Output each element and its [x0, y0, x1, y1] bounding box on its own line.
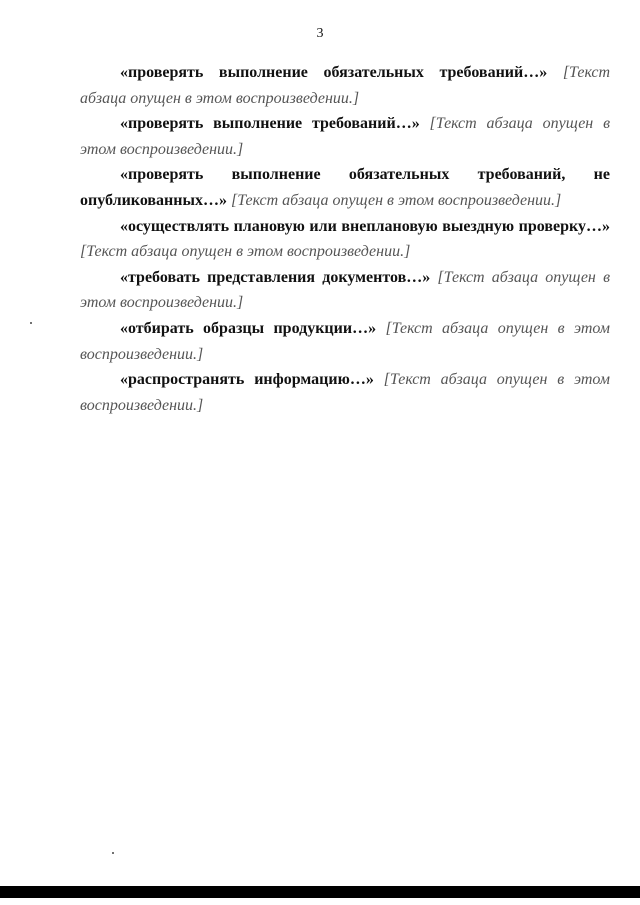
paragraph-placeholder: [Текст абзаца опущен в этом воспроизведении.]	[80, 115, 611, 158]
paragraph-reference: «отбирать образцы продукции…»	[120, 319, 377, 337]
paragraph-placeholder: [Текст абзаца опущен в этом воспроизведении.]	[230, 191, 562, 209]
scan-speck	[30, 322, 32, 324]
paragraph-placeholder: [Текст абзаца опущен в этом воспроизведении.]	[80, 64, 610, 107]
scan-bottom-edge	[0, 886, 640, 898]
paragraph	[80, 367, 610, 418]
paragraph	[80, 162, 610, 213]
paragraph-reference: «проверять выполнение требований…»	[120, 115, 420, 133]
paragraph-reference: «проверять выполнение обязательных требований, не опубликованных…»	[80, 166, 610, 209]
scan-speck	[112, 852, 114, 854]
paragraph-reference: «проверять выполнение обязательных требований…»	[120, 64, 548, 81]
paragraph-placeholder: [Текст абзаца опущен в этом воспроизведении.]	[80, 268, 611, 312]
paragraph-placeholder: [Текст абзаца опущен в этом воспроизведении.]	[80, 319, 611, 363]
paragraph	[80, 214, 610, 265]
paragraph-placeholder: [Текст абзаца опущен в этом воспроизведении.]	[80, 371, 611, 414]
paragraph	[80, 60, 610, 111]
paragraph-reference: «распространять информацию…»	[120, 371, 374, 389]
paragraph	[80, 111, 610, 162]
paragraph	[80, 265, 610, 316]
paragraph	[80, 316, 610, 367]
document-body	[80, 60, 610, 418]
page-number: 3	[316, 26, 324, 41]
paragraph-reference: «осуществлять плановую или внеплановую выездную проверку…»	[120, 217, 610, 235]
paragraph-reference: «требовать представления документов…»	[120, 268, 431, 286]
paragraph-placeholder: [Текст абзаца опущен в этом воспроизведении.]	[80, 243, 411, 261]
